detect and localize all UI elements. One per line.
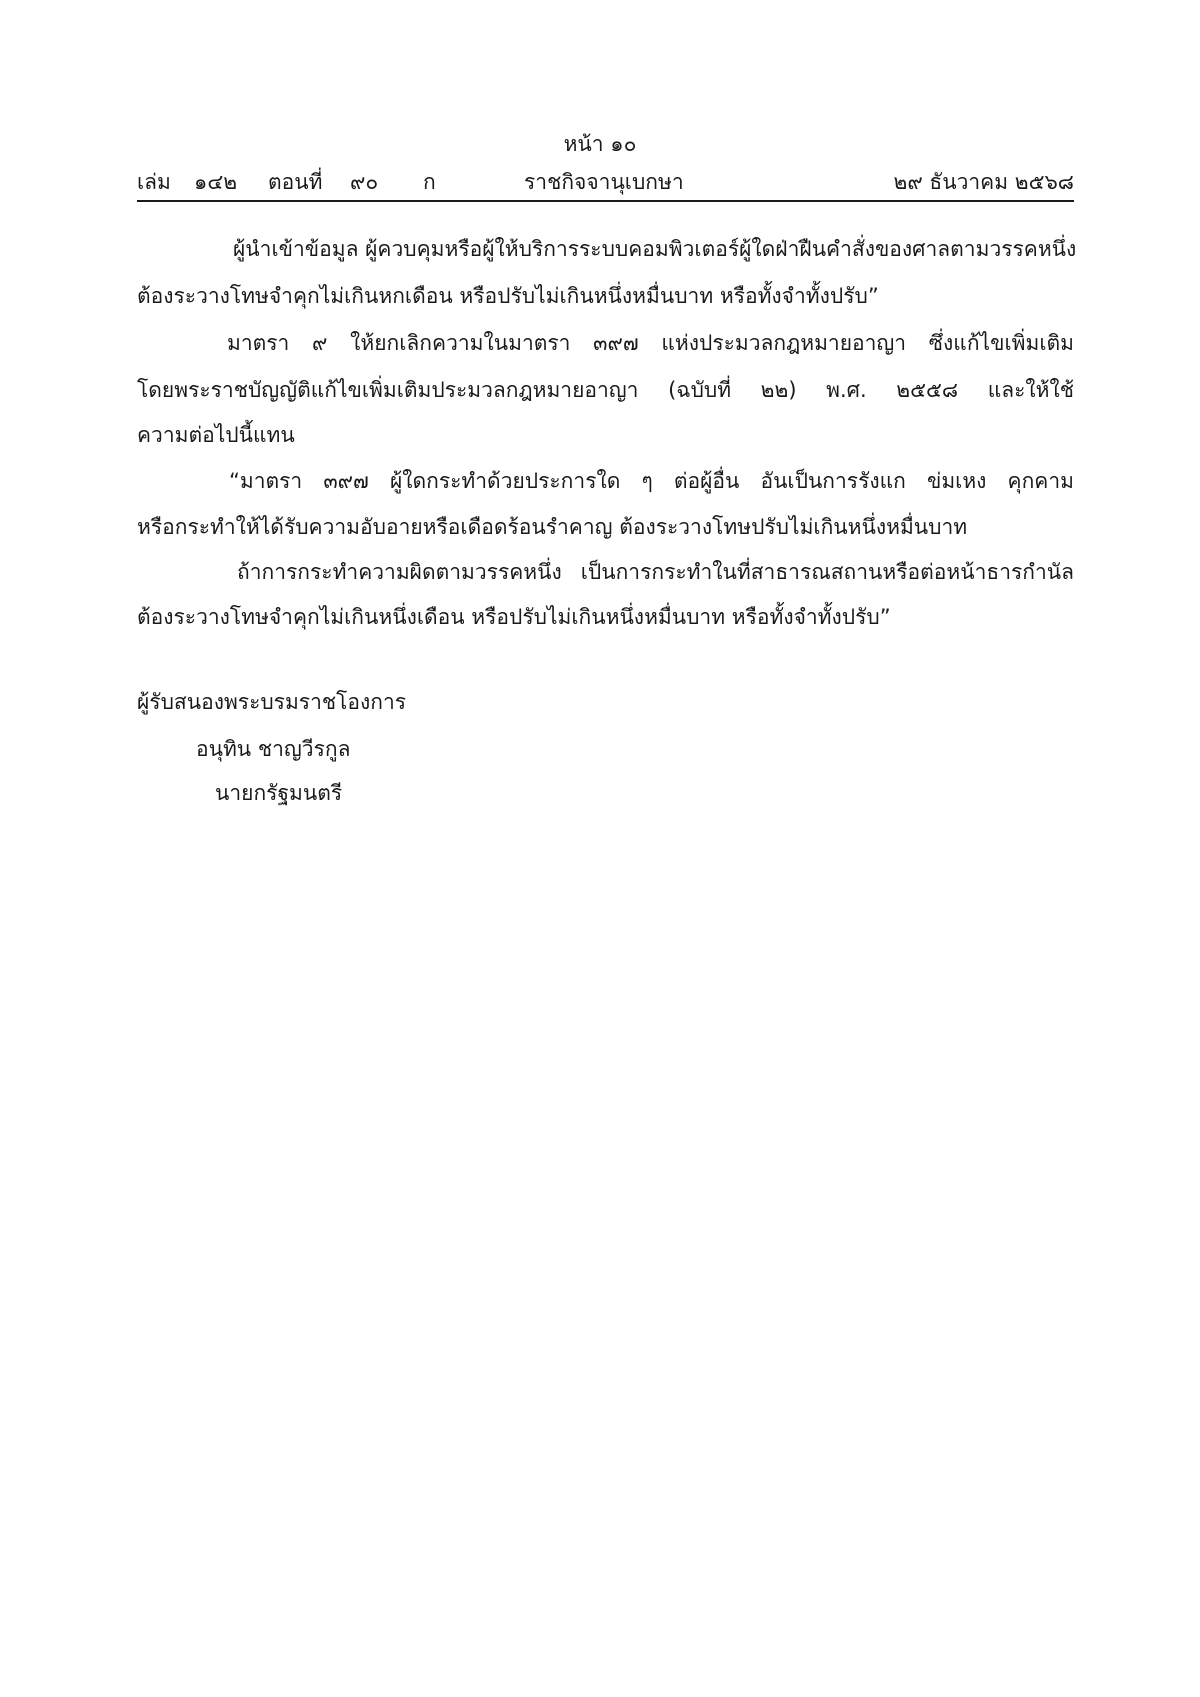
signatory-name: อนุทิน ชาญวีรกูล xyxy=(196,737,351,761)
publication-name: ราชกิจจานุเบกษา xyxy=(524,170,684,194)
paragraph-2-line-3: ความต่อไปนี้แทน xyxy=(137,423,295,447)
issue-number: ๙๐ xyxy=(350,170,379,194)
issue-label: ตอนที่ xyxy=(268,170,323,194)
paragraph-3-line-2: หรือกระทำให้ได้รับความอับอายหรือเดือดร้อนรำคาญ ต้องระวางโทษปรับไม่เกินหนึ่งหมื่นบาท xyxy=(137,515,968,539)
paragraph-1-line-2: ต้องระวางโทษจำคุกไม่เกินหกเดือน หรือปรับไม่เกินหนึ่งหมื่นบาท หรือทั้งจำทั้งปรับ” xyxy=(137,284,879,308)
paragraph-2-line-1: มาตรา ๙ ให้ยกเลิกความในมาตรา ๓๙๗ แห่งประมวลกฎหมายอาญา ซึ่งแก้ไขเพิ่มเติม xyxy=(227,331,1074,355)
paragraph-4-line-1: ถ้าการกระทำความผิดตามวรรคหนึ่ง เป็นการกระทำในที่สาธารณสถานหรือต่อหน้าธารกำนัล xyxy=(237,560,1074,584)
paragraph-3-line-1: “มาตรา ๓๙๗ ผู้ใดกระทำด้วยประการใด ๆ ต่อผู้อื่น อันเป็นการรังแก ข่มเหง คุกคาม xyxy=(229,469,1074,493)
countersign-label: ผู้รับสนองพระบรมราชโองการ xyxy=(137,690,407,714)
paragraph-4-line-2: ต้องระวางโทษจำคุกไม่เกินหนึ่งเดือน หรือปรับไม่เกินหนึ่งหมื่นบาท หรือทั้งจำทั้งปรับ” xyxy=(137,605,891,629)
paragraph-1-line-1: ผู้นำเข้าข้อมูล ผู้ควบคุมหรือผู้ให้บริการระบบคอมพิวเตอร์ผู้ใดฝ่าฝืนคำสั่งของศาลตามวรรคหนึ่ง xyxy=(233,237,1077,261)
section-letter: ก xyxy=(423,170,436,194)
signatory-title: นายกรัฐมนตรี xyxy=(215,781,343,805)
gazette-header xyxy=(137,166,1074,202)
paragraph-2-line-2: โดยพระราชบัญญัติแก้ไขเพิ่มเติมประมวลกฎหมายอาญา (ฉบับที่ ๒๒) พ.ศ. ๒๕๕๘ และให้ใช้ xyxy=(137,378,1074,402)
volume-number: ๑๔๒ xyxy=(194,170,238,194)
volume-label: เล่ม xyxy=(137,170,171,194)
page-number: หน้า ๑๐ xyxy=(563,132,637,156)
publication-date: ๒๙ ธันวาคม ๒๕๖๘ xyxy=(893,170,1074,194)
